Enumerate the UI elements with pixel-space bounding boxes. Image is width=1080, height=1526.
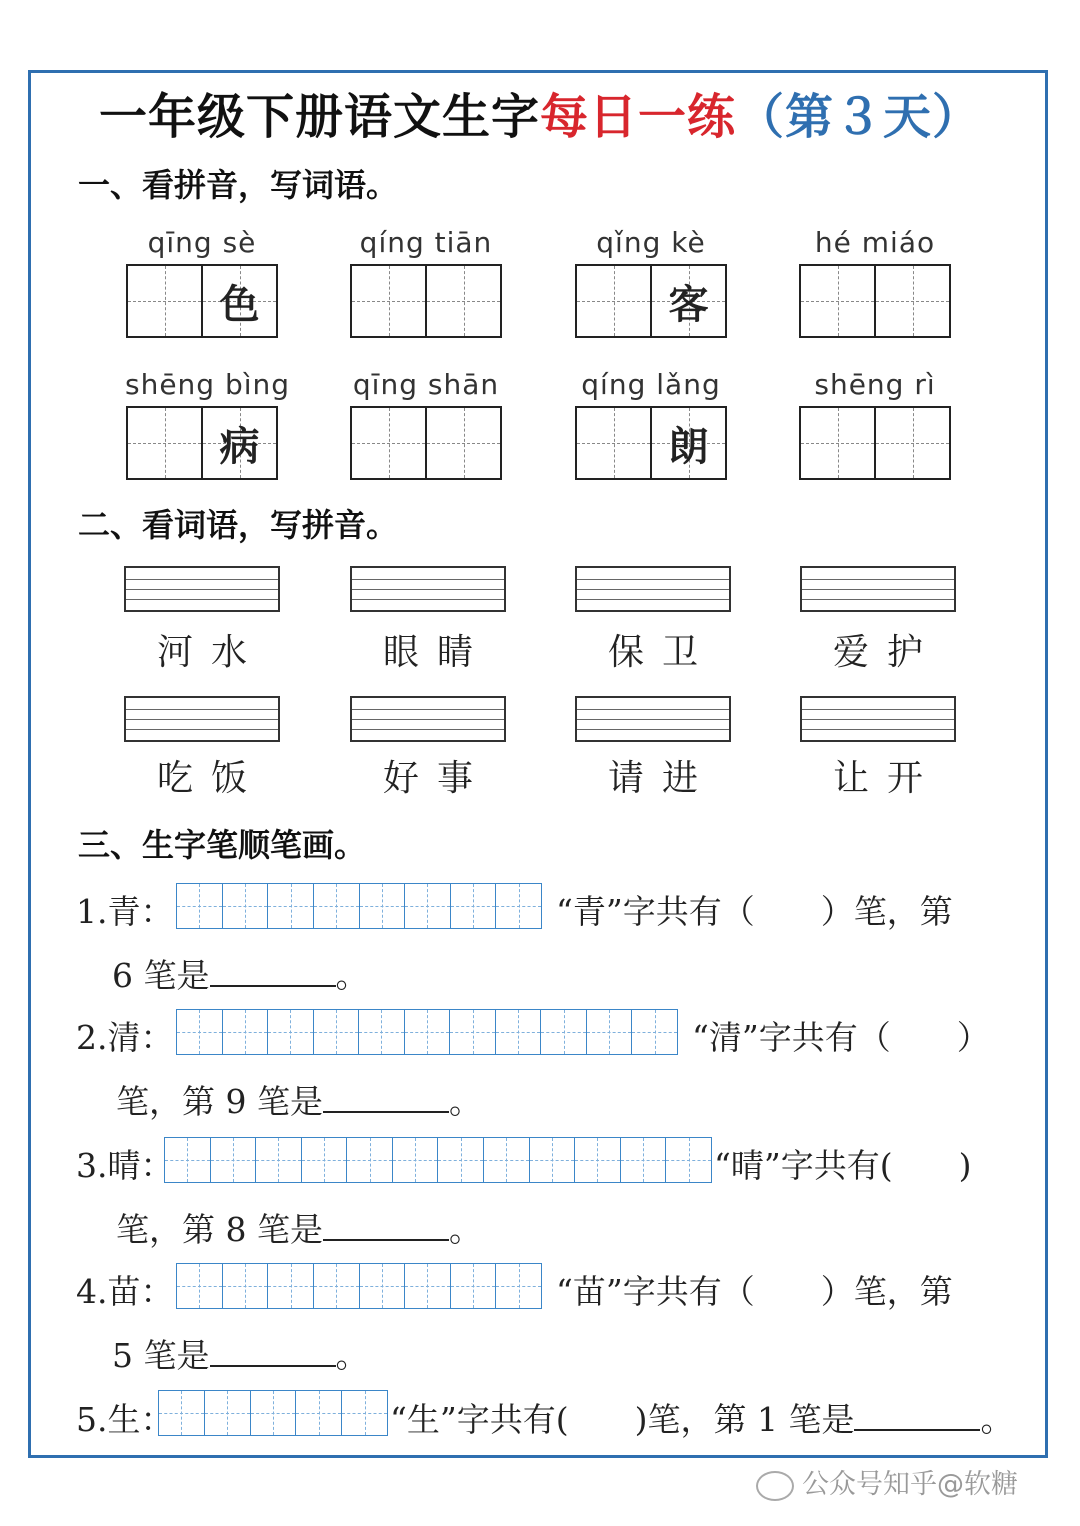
q4-cont-end: 。 <box>335 1336 369 1375</box>
guide-line <box>126 599 278 600</box>
guide-line <box>352 599 504 600</box>
tianzige-cell[interactable] <box>352 266 427 336</box>
stroke-cell[interactable] <box>405 1010 451 1054</box>
vocabulary-word: 好事 <box>382 758 491 799</box>
stroke-cell[interactable] <box>451 1264 497 1308</box>
q1-cont-text: 6 笔是 <box>112 956 210 995</box>
tianzige-box[interactable] <box>350 264 502 338</box>
stroke-cell[interactable] <box>360 884 406 928</box>
tianzige-cell[interactable] <box>876 408 949 478</box>
q3-continued <box>116 1204 482 1251</box>
q2-stroke-grid[interactable] <box>176 1009 678 1055</box>
pinyin-label: shēng bìng <box>125 368 291 401</box>
pinyin-writing-box[interactable] <box>800 566 956 612</box>
q5-cont-end: 。 <box>980 1400 1014 1439</box>
stroke-cell[interactable] <box>177 884 223 928</box>
q2-answer-blank[interactable] <box>323 1083 449 1113</box>
stroke-cell[interactable] <box>405 884 451 928</box>
tianzige-cell[interactable] <box>577 266 652 336</box>
guide-line <box>577 709 729 710</box>
q1-answer-blank[interactable] <box>210 957 336 987</box>
q4-answer-blank[interactable] <box>210 1337 336 1367</box>
stroke-cell[interactable] <box>484 1138 530 1182</box>
stroke-cell[interactable] <box>438 1138 484 1182</box>
stroke-cell[interactable] <box>575 1138 621 1182</box>
pinyin-writing-box[interactable] <box>350 696 506 742</box>
pinyin-writing-box[interactable] <box>124 566 280 612</box>
stroke-cell[interactable] <box>159 1391 205 1435</box>
stroke-cell[interactable] <box>302 1138 348 1182</box>
tianzige-cell[interactable] <box>427 408 500 478</box>
guide-line <box>352 579 504 580</box>
stroke-cell[interactable] <box>496 1010 542 1054</box>
title-daily: 每日一练 <box>539 89 736 145</box>
watermark-text: 公众号知乎@软糖 <box>802 1469 1018 1500</box>
stroke-cell[interactable] <box>256 1138 302 1182</box>
stroke-cell[interactable] <box>359 1010 405 1054</box>
stroke-cell[interactable] <box>451 884 497 928</box>
vocabulary-word: 请进 <box>607 758 716 799</box>
q2-cont-text: 笔，第 9 笔是 <box>116 1082 323 1121</box>
pinyin-writing-box[interactable] <box>800 696 956 742</box>
stroke-cell[interactable] <box>205 1391 251 1435</box>
stroke-cell[interactable] <box>496 1264 541 1308</box>
pinyin-writing-box[interactable] <box>350 566 506 612</box>
tianzige-box[interactable] <box>799 406 951 480</box>
watermark <box>756 1462 1018 1501</box>
stroke-cell[interactable] <box>450 1010 496 1054</box>
guide-line <box>802 599 954 600</box>
pinyin-label: qīng shān <box>352 368 500 401</box>
title-day: （第３天） <box>736 89 982 145</box>
pinyin-writing-box[interactable] <box>575 696 731 742</box>
pinyin-label: qíng lǎng <box>581 368 721 401</box>
q4-continued <box>112 1330 369 1377</box>
guide-line <box>352 729 504 730</box>
guide-line <box>802 709 954 710</box>
stroke-cell[interactable] <box>223 1010 269 1054</box>
vocabulary-word: 吃饭 <box>156 758 265 799</box>
stroke-cell[interactable] <box>223 1264 269 1308</box>
tianzige-box[interactable] <box>126 406 278 480</box>
guide-line <box>577 729 729 730</box>
vocabulary-word: 爱护 <box>832 632 941 673</box>
vocabulary-word: 眼睛 <box>382 632 491 673</box>
pinyin-label: qǐng kè <box>596 226 706 259</box>
stroke-cell[interactable] <box>496 884 541 928</box>
vocabulary-word: 让开 <box>832 758 941 799</box>
given-character: 病 <box>219 422 260 470</box>
stroke-cell[interactable] <box>541 1010 587 1054</box>
stroke-cell[interactable] <box>666 1138 711 1182</box>
guide-line <box>126 729 278 730</box>
guide-line <box>352 589 504 590</box>
guide-line <box>577 599 729 600</box>
tianzige-box[interactable] <box>575 264 727 338</box>
guide-line <box>352 709 504 710</box>
tianzige-cell[interactable] <box>427 266 500 336</box>
stroke-cell[interactable] <box>621 1138 667 1182</box>
guide-line <box>352 719 504 720</box>
q2-text: “清”字共有（ ） <box>692 1018 990 1057</box>
wechat-icon <box>756 1471 794 1501</box>
tianzige-cell[interactable] <box>801 408 876 478</box>
guide-line <box>802 719 954 720</box>
q4-label: 4.苗： <box>76 1272 174 1311</box>
vocabulary-word: 保卫 <box>607 632 716 673</box>
stroke-cell[interactable] <box>165 1138 211 1182</box>
stroke-cell[interactable] <box>211 1138 257 1182</box>
q2-continued <box>116 1076 482 1123</box>
stroke-cell[interactable] <box>251 1391 297 1435</box>
q5-text: “生”字共有( )笔，第 1 笔是 <box>390 1400 855 1439</box>
tianzige-cell[interactable] <box>652 266 725 336</box>
pinyin-label: shēng rì <box>814 368 936 401</box>
tianzige-cell[interactable] <box>203 408 276 478</box>
worksheet-title <box>0 78 1080 147</box>
given-character: 色 <box>219 280 260 328</box>
guide-line <box>126 589 278 590</box>
q1-continued <box>112 950 369 997</box>
guide-line <box>802 729 954 730</box>
q3-cont-end: 。 <box>448 1210 482 1249</box>
pinyin-writing-box[interactable] <box>575 566 731 612</box>
stroke-cell[interactable] <box>632 1010 677 1054</box>
q5-line <box>390 1394 1013 1441</box>
pinyin-label: qīng sè <box>147 226 257 259</box>
stroke-cell[interactable] <box>314 1010 360 1054</box>
stroke-cell[interactable] <box>296 1391 342 1435</box>
q1-cont-end: 。 <box>335 956 369 995</box>
tianzige-cell[interactable] <box>203 266 276 336</box>
stroke-cell[interactable] <box>177 1010 223 1054</box>
stroke-cell[interactable] <box>393 1138 439 1182</box>
guide-line <box>577 719 729 720</box>
section1-heading: 一、看拼音，写词语。 <box>78 166 399 204</box>
tianzige-cell[interactable] <box>876 266 949 336</box>
stroke-cell[interactable] <box>314 884 360 928</box>
stroke-cell[interactable] <box>177 1264 223 1308</box>
stroke-cell[interactable] <box>268 1010 314 1054</box>
q5-stroke-grid[interactable] <box>158 1390 388 1436</box>
q2-cont-end: 。 <box>448 1082 482 1121</box>
tianzige-box[interactable] <box>350 406 502 480</box>
given-character: 客 <box>668 280 709 328</box>
guide-line <box>802 579 954 580</box>
q3-answer-blank[interactable] <box>323 1211 449 1241</box>
tianzige-cell[interactable] <box>128 408 203 478</box>
tianzige-cell[interactable] <box>352 408 427 478</box>
stroke-cell[interactable] <box>530 1138 576 1182</box>
guide-line <box>577 579 729 580</box>
q4-text: “苗”字共有（ ）笔，第 <box>556 1272 953 1311</box>
given-character: 朗 <box>668 422 709 470</box>
stroke-cell[interactable] <box>342 1391 387 1435</box>
q3-cont-text: 笔，第 8 笔是 <box>116 1210 323 1249</box>
q1-label: 1.青： <box>76 892 174 931</box>
q4-cont-text: 5 笔是 <box>112 1336 210 1375</box>
tianzige-box[interactable] <box>799 264 951 338</box>
stroke-cell[interactable] <box>268 884 314 928</box>
pinyin-label: hé miáo <box>814 226 936 259</box>
tianzige-cell[interactable] <box>128 266 203 336</box>
q3-label: 3.晴： <box>76 1146 174 1185</box>
q4-stroke-grid[interactable] <box>176 1263 542 1309</box>
stroke-cell[interactable] <box>314 1264 360 1308</box>
guide-line <box>126 579 278 580</box>
pinyin-label: qíng tiān <box>359 226 493 259</box>
guide-line <box>126 709 278 710</box>
section3-heading: 三、生字笔顺笔画。 <box>78 826 367 864</box>
stroke-cell[interactable] <box>587 1010 633 1054</box>
q5-answer-blank[interactable] <box>854 1401 980 1431</box>
section2-heading: 二、看词语，写拼音。 <box>78 506 399 544</box>
q2-label: 2.清： <box>76 1018 174 1057</box>
q1-text: “青”字共有（ ）笔，第 <box>556 892 953 931</box>
title-grade: 一年级下册语文生字 <box>98 89 540 145</box>
vocabulary-word: 河水 <box>156 632 265 673</box>
tianzige-cell[interactable] <box>801 266 876 336</box>
tianzige-cell[interactable] <box>652 408 725 478</box>
guide-line <box>126 719 278 720</box>
q3-text: “晴”字共有( ) <box>714 1146 972 1185</box>
stroke-cell[interactable] <box>223 884 269 928</box>
tianzige-box[interactable] <box>575 406 727 480</box>
tianzige-box[interactable] <box>126 264 278 338</box>
stroke-cell[interactable] <box>360 1264 406 1308</box>
guide-line <box>802 589 954 590</box>
q3-stroke-grid[interactable] <box>164 1137 712 1183</box>
stroke-cell[interactable] <box>347 1138 393 1182</box>
q1-stroke-grid[interactable] <box>176 883 542 929</box>
pinyin-writing-box[interactable] <box>124 696 280 742</box>
q5-label: 5.生： <box>76 1400 174 1439</box>
guide-line <box>577 589 729 590</box>
stroke-cell[interactable] <box>268 1264 314 1308</box>
stroke-cell[interactable] <box>405 1264 451 1308</box>
tianzige-cell[interactable] <box>577 408 652 478</box>
